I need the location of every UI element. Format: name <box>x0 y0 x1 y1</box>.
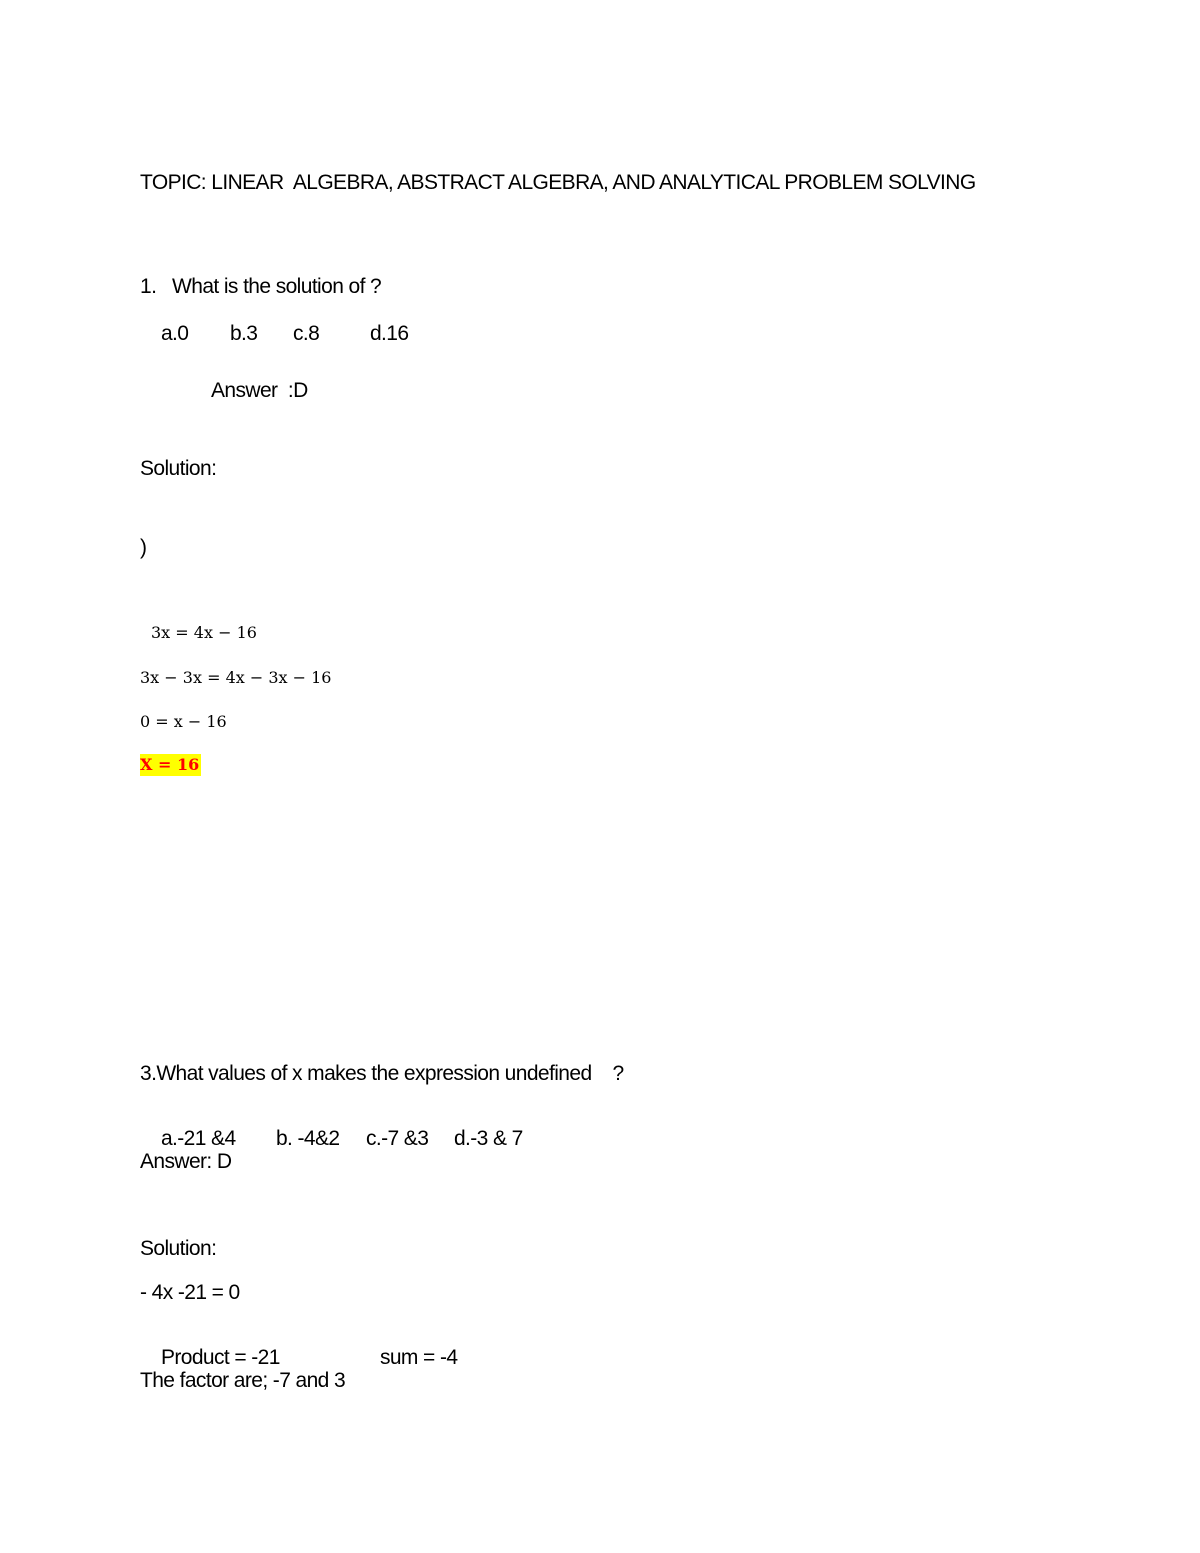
q3-sum: sum = -4 <box>379 1346 458 1369</box>
question-3: 3.What values of x makes the expression undefined ? <box>140 1062 624 1085</box>
topic-heading: TOPIC: LINEAR ALGEBRA, ABSTRACT ALGEBRA, AND ANALYTICAL PROBLEM SOLVING <box>140 171 976 194</box>
q3-solution-label: Solution: <box>140 1237 217 1260</box>
q1-solution-label: Solution: <box>140 457 217 480</box>
question-1-options <box>140 302 408 365</box>
q1-answer: Answer :D <box>211 379 308 402</box>
q3-product: Product = -21 <box>160 1346 280 1369</box>
q3-answer: Answer: D <box>140 1150 232 1173</box>
q1-step-3: 0 = x − 16 <box>140 712 227 731</box>
q3-option-a: a.-21 &4 <box>160 1127 236 1150</box>
question-1: 1. What is the solution of ? <box>140 275 382 298</box>
q1-option-d: d.16 <box>369 322 409 345</box>
q1-option-a: a.0 <box>160 322 189 345</box>
q1-step-2: 3x − 3x = 4x − 3x − 16 <box>140 668 332 687</box>
q3-factors: The factor are; -7 and 3 <box>140 1369 346 1392</box>
q1-option-b: b.3 <box>229 322 258 345</box>
q1-step-1: 3x = 4x − 16 <box>151 623 257 642</box>
q3-option-c: c.-7 &3 <box>365 1127 429 1150</box>
q3-option-b: b. -4&2 <box>275 1127 340 1150</box>
q1-option-c: c.8 <box>292 322 320 345</box>
q3-option-d: d.-3 & 7 <box>453 1127 523 1150</box>
q3-equation: - 4x -21 = 0 <box>140 1281 240 1304</box>
q1-paren: ) <box>140 536 147 559</box>
q1-result: X = 16 <box>140 755 200 774</box>
